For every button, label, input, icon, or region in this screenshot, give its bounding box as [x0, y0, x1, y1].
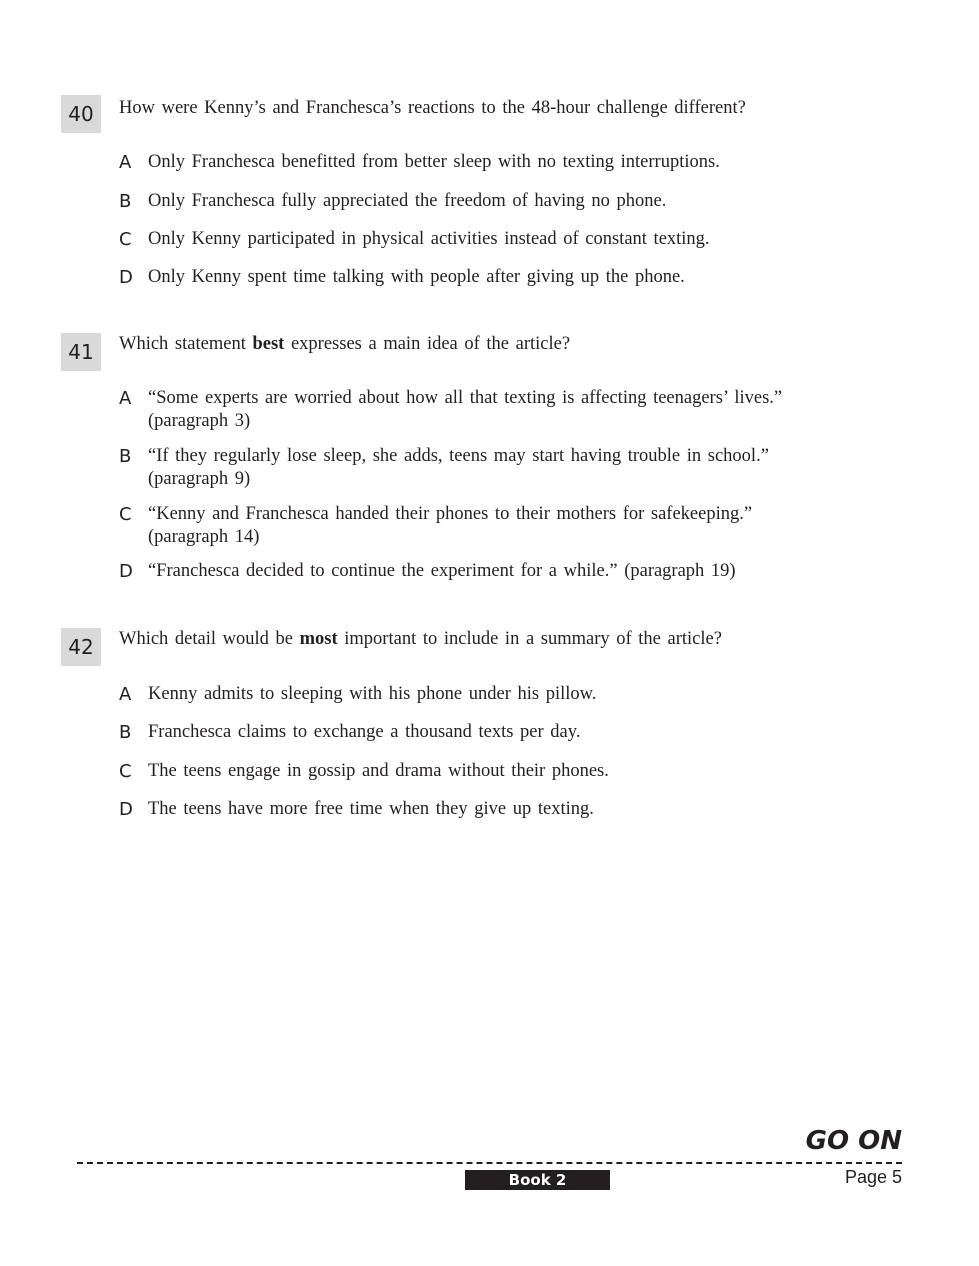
choice-letter: C	[119, 229, 132, 250]
choice-letter: B	[119, 191, 132, 212]
choice-text: Only Franchesca fully appreciated the freedom of having no phone.	[148, 191, 667, 211]
choice-letter: A	[119, 152, 132, 173]
choice-text: Kenny admits to sleeping with his phone under his pillow.	[148, 684, 597, 704]
choice-letter: B	[119, 446, 132, 467]
choice-letter: D	[119, 799, 133, 820]
choice-text: Only Kenny participated in physical activities instead of constant texting.	[148, 229, 710, 249]
page-number: Page 5	[844, 1167, 902, 1187]
choice-text: “Some experts are worried about how all that texting is affecting teenagers’ lives.” (paragraph 3)	[148, 388, 783, 431]
choice-text: Only Franchesca benefitted from better sleep with no texting interruptions.	[148, 152, 720, 172]
question-number-40: 40	[61, 95, 101, 133]
go-on-label: GO ON	[805, 1126, 902, 1156]
question-number-42: 42	[61, 628, 101, 666]
question-stem-42: Which detail would be most important to include in a summary of the article?	[119, 629, 722, 649]
choice-letter: D	[119, 267, 133, 288]
choice-text: “Franchesca decided to continue the experiment for a while.” (paragraph 19)	[148, 561, 736, 581]
footer-dashed-divider	[77, 1162, 902, 1164]
choice-text: Only Kenny spent time talking with people after giving up the phone.	[148, 267, 685, 287]
choice-text: The teens have more free time when they give up texting.	[148, 799, 594, 819]
question-number-41: 41	[61, 333, 101, 371]
choice-text: “Kenny and Franchesca handed their phones to their mothers for safekeeping.” (paragraph 14)	[148, 504, 753, 547]
choice-text: The teens engage in gossip and drama without their phones.	[148, 761, 609, 781]
question-stem-41: Which statement best expresses a main idea of the article?	[119, 334, 571, 354]
book-label: Book 2	[465, 1170, 610, 1190]
choice-letter: C	[119, 504, 132, 525]
question-stem-40: How were Kenny’s and Franchesca’s reactions to the 48-hour challenge different?	[119, 98, 746, 118]
choice-letter: D	[119, 561, 133, 582]
choice-letter: A	[119, 684, 132, 705]
choice-text: Franchesca claims to exchange a thousand texts per day.	[148, 722, 581, 742]
choice-text: “If they regularly lose sleep, she adds, teens may start having trouble in school.” (paragraph 9)	[148, 446, 769, 489]
choice-letter: B	[119, 722, 132, 743]
choice-letter: A	[119, 388, 132, 409]
choice-letter: C	[119, 761, 132, 782]
